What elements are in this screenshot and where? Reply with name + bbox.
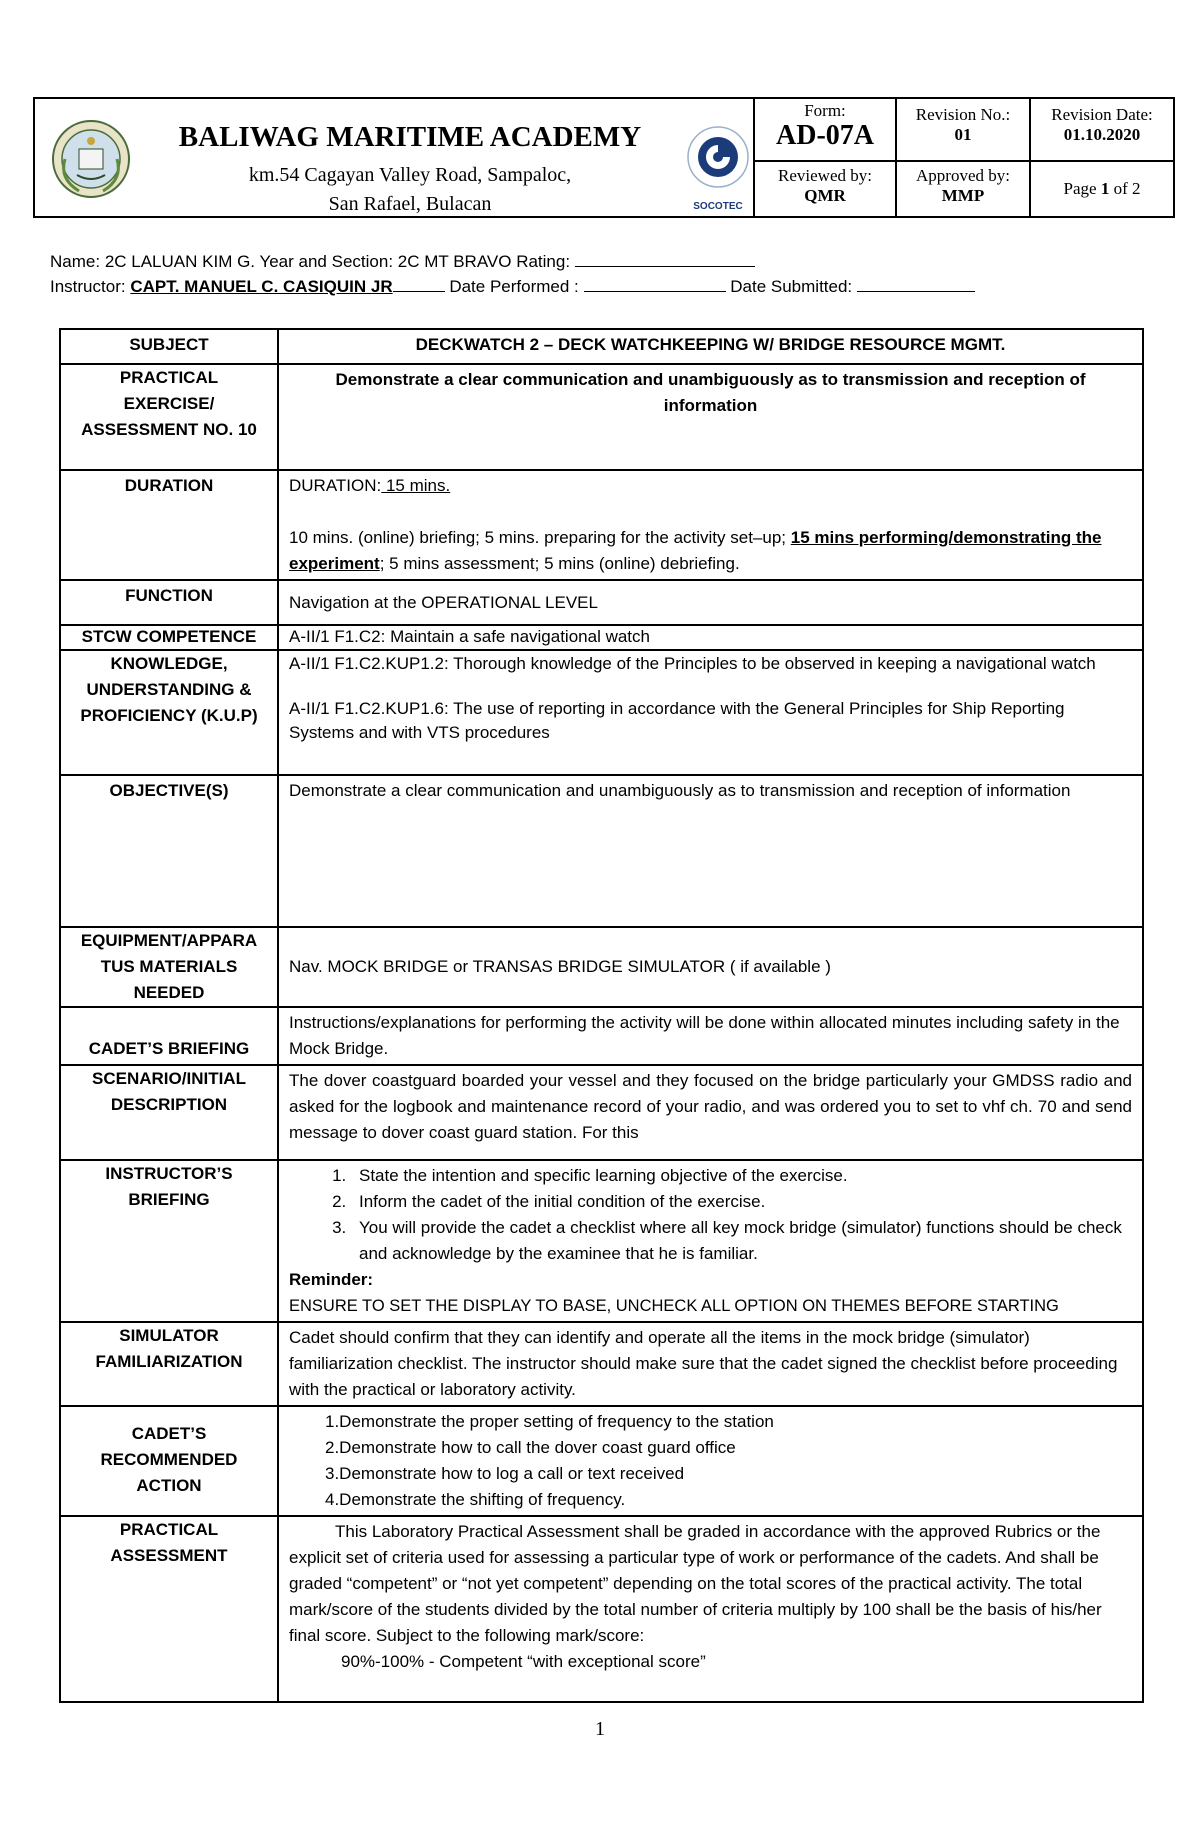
page-label: Page (1063, 179, 1097, 198)
exercise-value: Demonstrate a clear communication and unambiguously as to transmission and reception of information (278, 364, 1143, 470)
org-name: BALIWAG MARITIME ACADEMY (178, 121, 642, 153)
kup-item-2-text: The use of reporting in accordance with the General Principles for Ship Reporting Systems and with VTS procedures (289, 699, 1065, 742)
row-subject (60, 329, 1143, 364)
row-equipment (60, 927, 1143, 1007)
stcw-value (278, 625, 1143, 650)
row-simulator (60, 1322, 1143, 1406)
kup-label: KNOWLEDGE, UNDERSTANDING & PROFICIENCY (K.U.P) (60, 650, 278, 775)
page-of: of (1113, 179, 1128, 198)
instructor-briefing-item: 2. Inform the cadet of the initial condition of the exercise. (351, 1189, 1132, 1215)
reviewed-by: QMR (804, 186, 846, 205)
instructor-briefing-value (278, 1160, 1143, 1322)
date-submitted-field[interactable] (857, 277, 975, 292)
objective-label: OBJECTIVE(S) (60, 775, 278, 927)
equipment-value: Nav. MOCK BRIDGE or TRANSAS BRIDGE SIMULATOR ( if available ) (278, 927, 1143, 1007)
form-label: Form: (804, 101, 846, 120)
function-value: Navigation at the OPERATIONAL LEVEL (278, 580, 1143, 625)
address-line-2: San Rafael, Bulacan (328, 193, 492, 215)
page-cell (1029, 162, 1173, 216)
reviewed-by-cell (753, 162, 895, 216)
duration-heading (289, 473, 1132, 499)
instructor-label: Instructor: (50, 277, 126, 296)
instructor-underline (393, 277, 445, 292)
kup-item-1-text: Thorough knowledge of the Principles to be observed in keeping a navigational watch (448, 654, 1096, 673)
instructor-briefing-item: 1. State the intention and specific learning objective of the exercise. (351, 1163, 1132, 1189)
duration-total: 15 mins. (381, 476, 451, 495)
duration-breakdown (289, 525, 1132, 577)
duration-heading-label: DURATION: (289, 476, 382, 495)
assessment-label: PRACTICAL ASSESSMENT (60, 1516, 278, 1702)
instructor-name[interactable]: CAPT. MANUEL C. CASIQUIN JR (130, 277, 393, 296)
date-submitted-label: Date Submitted: (730, 277, 853, 296)
kup-item-1 (289, 651, 1132, 677)
student-name[interactable]: 2C LALUAN KIM G. (104, 252, 256, 271)
form-code: AD-07A (776, 120, 874, 151)
stcw-code: A-II/1 F1.C2: (289, 627, 386, 646)
rating-field[interactable] (575, 252, 755, 267)
action-item: 3.Demonstrate how to log a call or text received (325, 1464, 685, 1483)
approved-by-label: Approved by: (916, 166, 1010, 185)
kup-item-2-code: A-II/1 F1.C2.KUP1.6: (289, 699, 449, 718)
reviewed-by-label: Reviewed by: (778, 166, 872, 185)
subject-label: SUBJECT (60, 329, 278, 364)
duration-value (278, 470, 1143, 580)
kup-value (278, 650, 1143, 775)
year-section[interactable]: 2C MT BRAVO (397, 252, 512, 271)
row-kup (60, 650, 1143, 775)
exercise-table (59, 328, 1144, 1703)
action-item: 4.Demonstrate the shifting of frequency. (325, 1490, 626, 1509)
header-info-grid (753, 99, 1173, 216)
action-item: 1.Demonstrate the proper setting of frequency to the station (325, 1412, 774, 1431)
duration-breakdown-3: ; 5 mins assessment; 5 mins (online) debriefing. (379, 554, 740, 573)
scenario-value: The dover coastguard boarded your vessel and they focused on the bridge particularly your GMDSS radio and asked for the logbook and maintenance record of your radio, and was ordered you to set to vhf ch. 70 and send message to dover coast guard station. For this (278, 1065, 1143, 1160)
student-info-line-2 (50, 277, 975, 297)
objective-value: Demonstrate a clear communication and unambiguously as to transmission and reception of information (278, 775, 1143, 927)
action-item: 2.Demonstrate how to call the dover coast guard office (325, 1438, 736, 1457)
year-section-label: Year and Section: (259, 252, 394, 271)
form-cell (753, 99, 895, 162)
row-stcw (60, 625, 1143, 650)
page-total: 2 (1131, 179, 1141, 198)
duration-label: DURATION (60, 470, 278, 580)
reminder-text: ENSURE TO SET THE DISPLAY TO BASE, UNCHECK ALL OPTION ON THEMES BEFORE STARTING (289, 1297, 1059, 1315)
duration-breakdown-1: 10 mins. (online) briefing; 5 mins. preparing for the activity set–up; (289, 528, 791, 547)
revision-no-cell (895, 99, 1029, 162)
duration-breakdown-2: 15 mins performing/demonstrating the experiment (289, 528, 1102, 573)
academy-seal-logo (51, 119, 131, 199)
exercise-label: PRACTICAL EXERCISE/ ASSESSMENT NO. 10 (60, 364, 278, 470)
instructor-briefing-list (289, 1163, 1132, 1267)
row-scenario (60, 1065, 1143, 1160)
row-action (60, 1406, 1143, 1516)
row-instructor-briefing (60, 1160, 1143, 1322)
row-objective (60, 775, 1143, 927)
reminder-label: Reminder: (289, 1270, 374, 1289)
subject-value: DECKWATCH 2 – DECK WATCHKEEPING W/ BRIDGE RESOURCE MGMT. (278, 329, 1143, 364)
address-line-1: km.54 Cagayan Valley Road, Sampaloc, (248, 164, 572, 186)
kup-item-2 (289, 697, 1132, 745)
equipment-label: EQUIPMENT/APPARA TUS MATERIALS NEEDED (60, 927, 278, 1007)
revision-date-cell (1029, 99, 1173, 162)
name-label: Name: (50, 252, 101, 271)
assessment-text: This Laboratory Practical Assessment shall be graded in accordance with the approved Rubrics or the explicit set of criteria used for assessing a particular type of work or performance of the cadets. And shall be graded “competent” or “not yet competent” depending on the total scores of the practical activity. The total mark/score of the students divided by the total number of criteria multiply by 100 shall be the basis of his/her final score. Subject to the following mark/score: (289, 1522, 1102, 1645)
action-label: CADET’S RECOMMENDED ACTION (60, 1406, 278, 1516)
assessment-score: 90%-100% - Competent “with exceptional score” (341, 1652, 706, 1671)
document-header (33, 97, 1175, 218)
kup-item-1-code: A-II/1 F1.C2.KUP1.2: (289, 654, 449, 673)
revision-no-label: Revision No.: (915, 105, 1011, 124)
instructor-briefing-label: INSTRUCTOR’S BRIEFING (60, 1160, 278, 1322)
revision-no: 01 (954, 125, 972, 144)
row-exercise (60, 364, 1143, 470)
socotec-logo-text: SOCOTEC (693, 201, 743, 212)
simulator-label: SIMULATOR FAMILIARIZATION (60, 1322, 278, 1406)
briefing-value: Instructions/explanations for performing the activity will be done within allocated minutes including safety in the Mock Bridge. (278, 1007, 1143, 1065)
row-duration (60, 470, 1143, 580)
socotec-certification-logo (685, 123, 751, 211)
instructor-briefing-item: 3. You will provide the cadet a checklist where all key mock bridge (simulator) functions should be check and acknowledge by the examinee that he is familiar. (351, 1215, 1132, 1267)
approved-by-cell (895, 162, 1029, 216)
simulator-value: Cadet should confirm that they can identify and operate all the items in the mock bridge (simulator) familiarization checklist. The instructor should make sure that the cadet signed the checklist before proceeding with the practical or laboratory activity. (278, 1322, 1143, 1406)
header-org-block (35, 99, 753, 216)
row-function (60, 580, 1143, 625)
rating-label: Rating: (516, 252, 571, 271)
date-performed-field[interactable] (584, 277, 726, 292)
stcw-label: STCW COMPETENCE (60, 625, 278, 650)
row-briefing (60, 1007, 1143, 1065)
page-current: 1 (1100, 179, 1110, 198)
org-address (145, 161, 675, 219)
scenario-label: SCENARIO/INITIAL DESCRIPTION (60, 1065, 278, 1160)
assessment-value (278, 1516, 1143, 1702)
revision-date: 01.10.2020 (1063, 125, 1141, 144)
page-number: 1 (595, 1718, 605, 1740)
student-info-line-1 (50, 252, 755, 272)
row-assessment (60, 1516, 1143, 1702)
date-performed-label: Date Performed : (449, 277, 579, 296)
action-value (278, 1406, 1143, 1516)
briefing-label: CADET’S BRIEFING (60, 1007, 278, 1065)
approved-by: MMP (941, 186, 985, 205)
stcw-text: Maintain a safe navigational watch (385, 627, 650, 646)
function-label: FUNCTION (60, 580, 278, 625)
revision-date-label: Revision Date: (1051, 105, 1153, 124)
